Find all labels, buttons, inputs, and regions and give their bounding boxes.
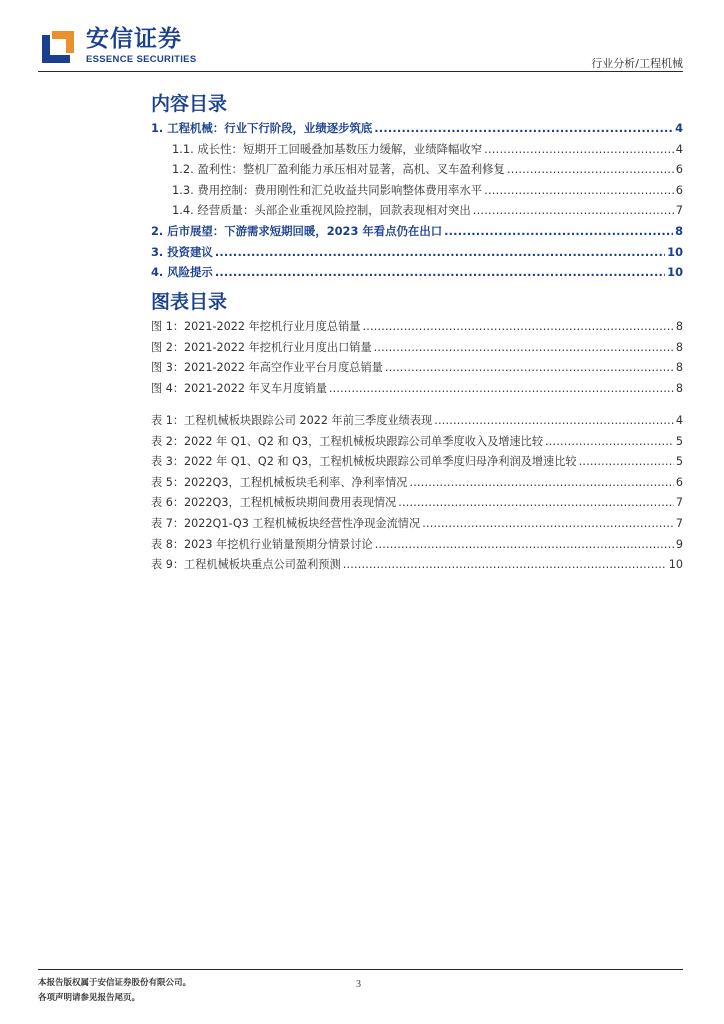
leader-dots <box>215 262 665 283</box>
toc-entry-page: 10 <box>667 244 683 259</box>
chart-entry-text: 图 2：2021-2022 年挖机行业月度出口销量 <box>151 340 372 354</box>
leader-dots <box>434 411 674 432</box>
chart-entry-page: 8 <box>675 381 683 395</box>
leader-dots <box>579 452 674 473</box>
table-entry[interactable] <box>151 535 683 556</box>
toc-entry[interactable] <box>151 221 683 242</box>
leader-dots <box>374 118 673 139</box>
chart-entry-page: 8 <box>675 320 683 333</box>
disclaimer-note: 各项声明请参见报告尾页。 <box>38 993 141 1003</box>
table-entry[interactable] <box>151 473 683 494</box>
table-entry[interactable] <box>151 432 683 453</box>
page-number: 3 <box>356 979 361 990</box>
leader-dots <box>484 180 674 201</box>
table-of-contents <box>151 118 683 283</box>
toc-entry-number: 4. <box>151 265 164 280</box>
toc-entry-text: 投资建议 <box>167 244 213 259</box>
toc-entry-text: 盈利性：整机厂盈利能力承压相对显著，高机、叉车盈利修复 <box>197 162 505 177</box>
table-entry-page: 5 <box>675 455 683 469</box>
toc-entry-number: 3. <box>151 244 164 259</box>
chart-entry-page: 8 <box>675 340 683 354</box>
table-entry[interactable] <box>151 493 683 514</box>
chart-entry[interactable] <box>151 317 683 338</box>
leader-dots <box>545 432 674 453</box>
toc-entry-number: 1.4. <box>172 203 194 218</box>
toc-entry-page: 4 <box>675 121 683 135</box>
figures-title: 图表目录 <box>151 291 228 313</box>
leader-dots <box>507 159 674 180</box>
leader-dots <box>422 514 674 535</box>
table-entry-page: 9 <box>675 537 683 551</box>
toc-entry[interactable] <box>151 242 683 263</box>
toc-entry-number: 1.2. <box>172 162 194 177</box>
copyright-note: 本报告版权属于安信证券股份有限公司。 <box>38 978 192 988</box>
table-entry[interactable] <box>151 452 683 473</box>
toc-entry-page: 7 <box>675 203 683 218</box>
chart-entry-text: 图 1：2021-2022 年挖机行业月度总销量 <box>151 320 361 333</box>
leader-dots <box>444 221 673 242</box>
table-entry-page: 4 <box>675 414 683 427</box>
table-entry-text: 表 2：2022 年 Q1、Q2 和 Q3，工程机械板块跟踪公司单季度收入及增速比较 <box>151 434 544 448</box>
table-entry-text: 表 5：2022Q3，工程机械板块毛利率、净利率情况 <box>151 475 408 489</box>
table-entry-text: 表 9：工程机械板块重点公司盈利预测 <box>151 558 341 572</box>
toc-entry-number: 1.1. <box>172 141 194 156</box>
leader-dots <box>484 139 674 160</box>
leader-dots <box>398 493 674 514</box>
toc-entry-number: 1. <box>151 121 164 135</box>
company-name-en: ESSENCE SECURITIES <box>86 54 197 65</box>
leader-dots <box>329 379 674 400</box>
leader-dots <box>375 535 674 556</box>
leader-dots <box>362 317 673 338</box>
leader-dots <box>385 358 674 379</box>
company-logo-icon <box>38 27 78 67</box>
leader-dots <box>374 338 674 359</box>
toc-entry-text: 后市展望：下游需求短期回暖，2023 年看点仍在出口 <box>167 223 443 238</box>
toc-entry-page: 6 <box>675 162 683 177</box>
toc-entry-page: 4 <box>675 141 683 156</box>
chart-entry[interactable] <box>151 358 683 379</box>
toc-entry-page: 10 <box>667 265 683 280</box>
leader-dots <box>473 200 674 221</box>
chart-entry[interactable] <box>151 338 683 359</box>
header-divider <box>38 71 683 72</box>
table-entry-text: 表 1：工程机械板块跟踪公司 2022 年前三季度业绩表现 <box>151 414 433 427</box>
chart-entry-text: 图 4：2021-2022 年叉车月度销量 <box>151 381 327 395</box>
table-entry-page: 10 <box>668 558 683 572</box>
toc-entry-text: 经营质量：头部企业重视风险控制，回款表现相对突出 <box>197 203 471 218</box>
table-entry-page: 7 <box>675 496 683 510</box>
toc-title: 内容目录 <box>151 93 228 115</box>
toc-entry[interactable] <box>151 139 683 160</box>
table-entry-page: 6 <box>675 475 683 489</box>
table-entry[interactable] <box>151 411 683 432</box>
table-entry-page: 5 <box>675 434 683 448</box>
page-header <box>0 0 724 78</box>
chart-entry-text: 图 3：2021-2022 年高空作业平台月度总销量 <box>151 361 383 375</box>
toc-entry[interactable] <box>151 118 683 139</box>
leader-dots <box>343 555 667 576</box>
table-list <box>151 411 683 576</box>
footer-divider <box>38 969 683 970</box>
toc-entry-text: 成长性：短期开工回暖叠加基数压力缓解，业绩降幅收窄 <box>197 141 483 156</box>
toc-entry[interactable] <box>151 159 683 180</box>
toc-entry-text: 费用控制：费用刚性和汇兑收益共同影响整体费用率水平 <box>197 182 483 197</box>
toc-entry-number: 2. <box>151 223 164 238</box>
table-entry-text: 表 3：2022 年 Q1、Q2 和 Q3，工程机械板块跟踪公司单季度归母净利润及增速比较 <box>151 455 577 469</box>
leader-dots <box>409 473 673 494</box>
company-name-cn: 安信证券 <box>86 26 182 52</box>
toc-entry-page: 6 <box>675 182 683 197</box>
toc-entry[interactable] <box>151 200 683 221</box>
report-category: 行业分析/工程机械 <box>591 57 683 70</box>
table-entry[interactable] <box>151 555 683 576</box>
chart-entry-page: 8 <box>675 361 683 375</box>
toc-entry-page: 8 <box>675 223 683 238</box>
leader-dots <box>215 242 665 263</box>
toc-entry-text: 风险提示 <box>167 265 213 280</box>
chart-entry[interactable] <box>151 379 683 400</box>
chart-list <box>151 317 683 399</box>
toc-entry[interactable] <box>151 180 683 201</box>
toc-entry[interactable] <box>151 262 683 283</box>
table-entry-text: 表 8：2023 年挖机行业销量预期分情景讨论 <box>151 537 373 551</box>
toc-entry-text: 工程机械：行业下行阶段，业绩逐步筑底 <box>167 121 373 135</box>
table-entry-text: 表 6：2022Q3，工程机械板块期间费用表现情况 <box>151 496 397 510</box>
table-entry-page: 7 <box>675 516 683 530</box>
table-entry-text: 表 7：2022Q1-Q3 工程机械板块经营性净现金流情况 <box>151 516 421 530</box>
table-entry[interactable] <box>151 514 683 535</box>
toc-entry-number: 1.3. <box>172 182 194 197</box>
